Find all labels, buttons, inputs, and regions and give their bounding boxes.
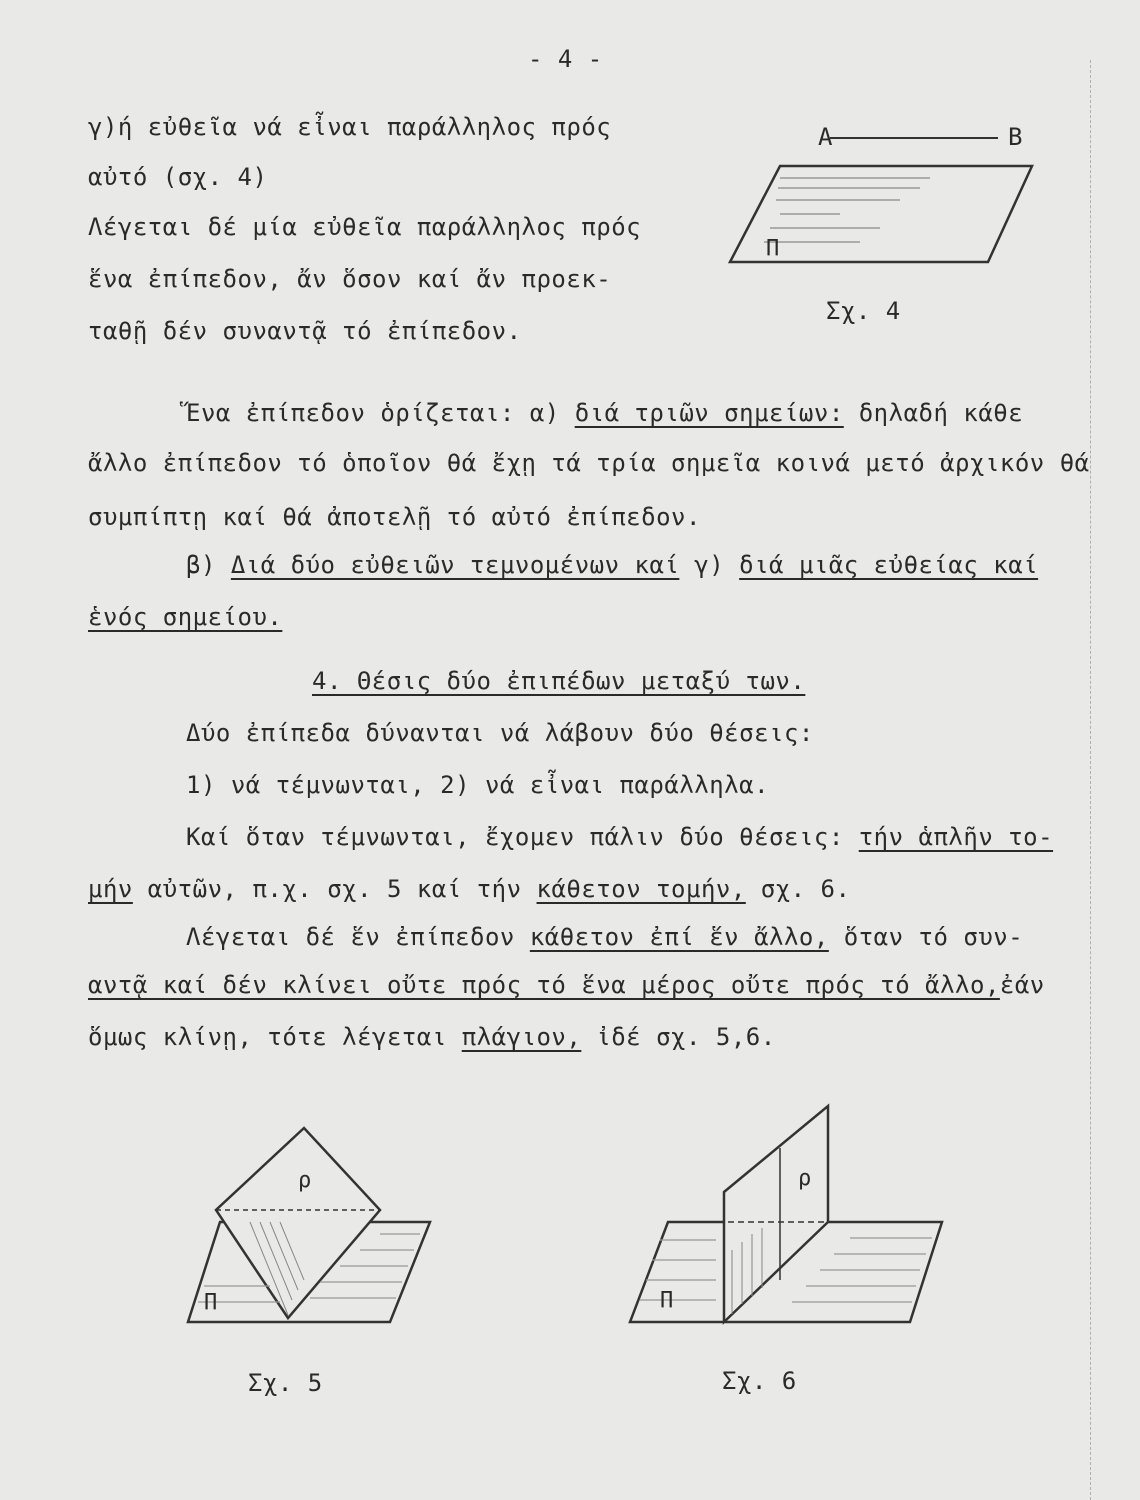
section4-line-5: [186, 922, 1023, 952]
fig4-label-b: B: [1008, 123, 1023, 151]
para2-line-1: [186, 398, 1023, 428]
fig6-label-plane: Π: [660, 1288, 674, 1313]
section4-line-4: [88, 874, 850, 904]
para3-mid: γ): [679, 551, 740, 579]
fig5-label-rho: ρ: [298, 1168, 312, 1193]
section4-line-5-text: Λέγεται δέ ἕν ἐπίπεδον: [186, 923, 530, 951]
section4-underlined-simple-cut: τήν ἁπλῆν το-: [858, 823, 1054, 851]
section4-line-5-end: ὅταν τό συν-: [828, 923, 1024, 951]
section4-underlined-oblique: πλάγιον,: [461, 1023, 582, 1051]
section4-line-1: Δύο ἐπίπεδα δύνανται νά λάβουν δύο θέσεις:: [186, 719, 814, 747]
para2-underlined-three-points: διά τριῶν σημείων:: [574, 399, 844, 427]
fig6-caption: Σχ. 6: [722, 1367, 797, 1395]
section4-heading-text: 4. Θέσις δύο ἐπιπέδων μεταξύ των.: [312, 667, 806, 695]
para3-underlined-one-line: διά μιᾶς εὐθείας καί: [739, 551, 1039, 579]
section4-line-4-end: σχ. 6.: [745, 875, 851, 903]
section4-line-2: 1) νά τέμνωνται, 2) νά εἶναι παράλληλα.: [186, 771, 770, 799]
section4-underlined-definition: αντᾷ καί δέν κλίνει οὔτε πρός τό ἕνα μέρος οὔτε πρός τό ἄλλο,: [88, 971, 1000, 999]
section4-line-7: [88, 1022, 776, 1052]
para3-line-2: [88, 602, 282, 632]
para2-line-3: συμπίπτῃ καί θά ἀποτελῇ τό αὐτό ἐπίπεδον.: [88, 503, 701, 531]
para2-line-2: ἄλλο ἐπίπεδον τό ὁποῖον θά ἔχῃ τά τρία σημεῖα κοινά μετό ἀρχικόν θά: [88, 449, 1090, 477]
section4-underlined-perpendicular: κάθετον ἐπί ἕν ἄλλο,: [529, 923, 829, 951]
section4-line-7-end: ἰδέ σχ. 5,6.: [581, 1023, 776, 1051]
fig4-label-a: A: [818, 123, 833, 151]
section4-line-7-text: ὅμως κλίνῃ, τότε λέγεται: [88, 1023, 462, 1051]
para2-line-1-text: Ἕνα ἐπίπεδον ὁρίζεται: α): [186, 399, 575, 427]
fig4-label-plane: Π: [766, 236, 780, 261]
fig6-label-rho: ρ: [798, 1166, 812, 1191]
para3-line-1: [186, 550, 1038, 580]
section4-heading: [312, 666, 805, 696]
para1-line-1: γ)ή εὐθεῖα νά εἶναι παράλληλος πρός: [88, 113, 612, 141]
section4-line-3-text: Καί ὅταν τέμνωνται, ἔχομεν πάλιν δύο θέσεις:: [186, 823, 859, 851]
para1-line-3: Λέγεται δέ μία εὐθεῖα παράλληλος πρός: [88, 213, 642, 241]
section4-line-6: [88, 970, 1045, 1000]
para1-line-2: αὐτό (σχ. 4): [88, 163, 268, 191]
section4-underlined-cut-end: μήν: [88, 875, 133, 903]
para3-underlined-two-lines: Διά δύο εὐθειῶν τεμνομένων καί: [230, 551, 680, 579]
para3-prefix: β): [186, 551, 231, 579]
section4-line-3: [186, 822, 1053, 852]
fig4-caption: Σχ. 4: [826, 297, 901, 325]
section4-underlined-perpendicular-cut: κάθετον τομήν,: [536, 875, 746, 903]
fig5-label-plane: Π: [204, 1290, 218, 1315]
para1-line-5: ταθῇ δέν συναντᾷ τό ἐπίπεδον.: [88, 317, 522, 345]
section4-line-6-end: ἐάν: [999, 971, 1045, 999]
para2-line-1-end: δηλαδή κάθε: [843, 399, 1024, 427]
figure-5: [180, 1110, 470, 1330]
para3-underlined-one-point: ἑνός σημείου.: [88, 603, 283, 631]
page-number: - 4 -: [528, 45, 603, 73]
para1-line-4: ἕνα ἐπίπεδον, ἄν ὅσον καί ἄν προεκ-: [88, 265, 612, 293]
margin-line: [1090, 60, 1091, 1500]
section4-line-4-text: αὐτῶν, π.χ. σχ. 5 καί τήν: [132, 875, 537, 903]
fig5-caption: Σχ. 5: [248, 1369, 323, 1397]
